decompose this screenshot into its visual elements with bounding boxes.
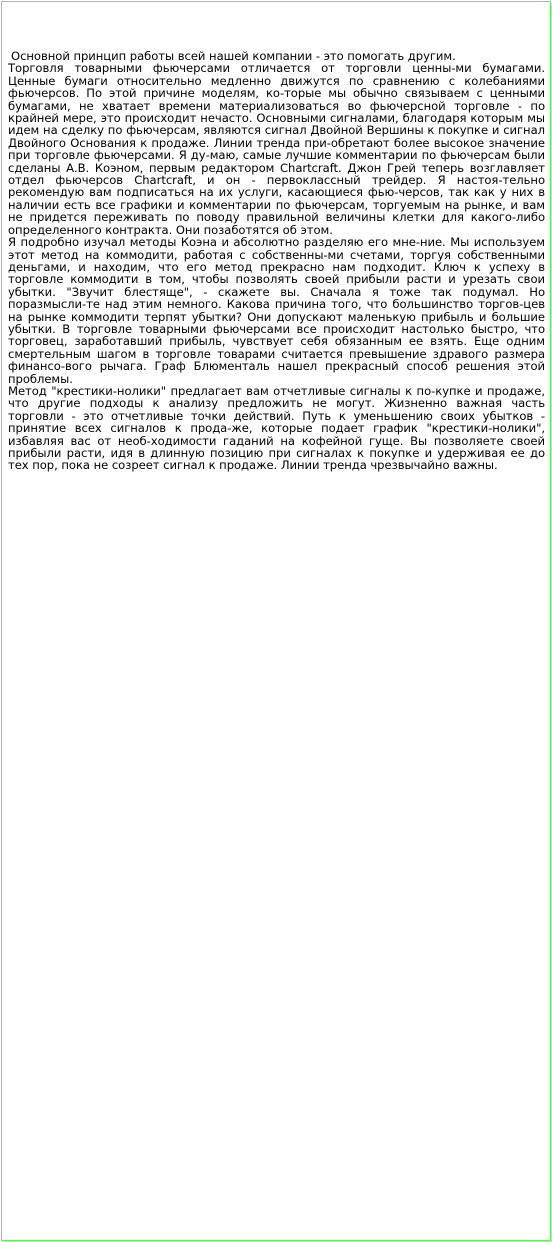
article-paragraph-point-and-figure: Метод "крестики-нолики" предлагает вам отчетливые сигналы к по-купке и продаже, что другие подходы к анализу предложить не могут. Жизненно важная часть торговли - это отчетливые точки действий. Путь к уменьшению своих убытков - принятие всех сигналов к прода-же, которые подает график "крестики-нолики", избавляя вас от необ-ходимости гаданий на кофейной гуще. Вы позволяете своей прибыли расти, идя в длинную позицию при сигналах к покупке и удерживая ее до тех пор, пока не созреет сигнал к продаже. Линии тренда чрезвычайно важны.	[8, 383, 545, 473]
article-paragraph-cohen-methods: Я подробно изучал методы Коэна и абсолютно разделяю его мне-ние. Мы используем этот метод на коммодити, работая с собственны-ми счетами, торгуя собственными деньгами, и находим, что его метод прекрасно нам подходит. Ключ к успеху в торговле коммодити в том, чтобы позволять своей прибыли расти и урезать свои убытки. "Звучит блестяще", - скажете вы. Сначала я тоже так подумал. Но поразмысли-те над этим немного. Какова причина того, что большинство торгов-цев на рынке коммодити терпят убытки? Они допускают маленькую прибыль и большие убытки. В торговле товарными фьючерсами все происходит настолько быстро, что торговец, заработавший прибыль, чувствует себя обязанным ее взять. Еще одним смертельным шагом в торговле товарами считается превышение здравого размера финансо-вого рычага. Граф Блюменталь нашел прекрасный способ решения этой проблемы.	[8, 235, 545, 386]
article-paragraph-futures-vs-securities: Торговля товарными фьючерсами отличается от торговли ценны-ми бумагами. Ценные бумаги относительно медленно движутся по сравнению с колебаниями фьючерсов. По этой причине моделям, ко-торые мы обычно связываем с ценными бумагами, не хватает времени материализоваться во фьючерсной торговле - по крайней мере, это происходит нечасто. Основными сигналами, благодаря которым мы идем на сделку по фьючерсам, являются сигнал Двойной Вершины к покупке и сигнал Двойного Основания к продаже. Линии тренда при-обретают более высокое значение при торговле фьючерсами. Я ду-маю, самые лучшие комментарии по фьючерсам были сделаны А.В. Коэном, первым редактором Chartcraft. Джон Грей теперь возглавляет отдел фьючерсов Chartcraft, и он - первоклассный трейдер. Я настоя-тельно рекомендую вам подписаться на их услуги, касающиеся фью-черсов, так как у них в наличии есть все графики и комментарии по фьючерсам, торгуемым на рынке, и вам не придется переживать по поводу правильной величины клетки для какого-либо определенного контракта. Они позаботятся об этом.	[8, 61, 545, 237]
article-body	[8, 50, 545, 472]
article-lead: Основной принцип работы всей нашей компании - это помогать другим.	[11, 49, 456, 63]
